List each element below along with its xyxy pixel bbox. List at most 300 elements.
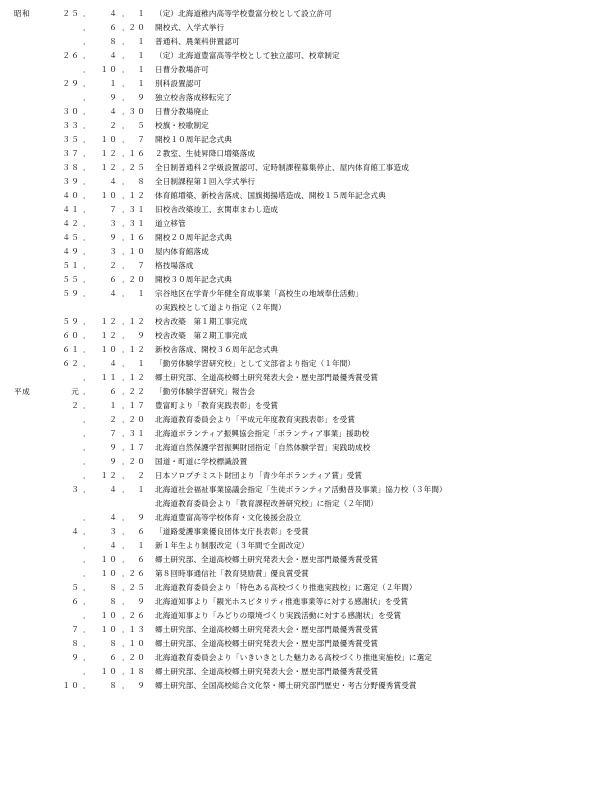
date-separator: ． bbox=[83, 485, 91, 494]
day-value: ９ bbox=[137, 331, 146, 340]
timeline-row bbox=[0, 203, 614, 217]
day-value: １ bbox=[137, 79, 146, 88]
timeline-row bbox=[0, 385, 614, 399]
date-separator: ． bbox=[122, 681, 130, 690]
year-value: １０ bbox=[62, 681, 80, 690]
date-separator: ． bbox=[122, 597, 130, 606]
timeline-row bbox=[0, 539, 614, 553]
timeline-row bbox=[0, 637, 614, 651]
year-value: ６１ bbox=[62, 345, 80, 354]
date-separator: ． bbox=[122, 443, 130, 452]
date-separator: ． bbox=[122, 653, 130, 662]
date-separator: ． bbox=[83, 401, 91, 410]
year-value: ３３ bbox=[62, 121, 80, 130]
day-value: １２ bbox=[128, 191, 146, 200]
date-separator: ． bbox=[122, 639, 130, 648]
day-value: ９ bbox=[137, 93, 146, 102]
date-separator: ． bbox=[83, 149, 91, 158]
day-value: １６ bbox=[128, 149, 146, 158]
month-value: １２ bbox=[100, 317, 118, 326]
timeline-row bbox=[0, 91, 614, 105]
day-value: １７ bbox=[128, 401, 146, 410]
date-separator: ． bbox=[83, 247, 91, 256]
date-separator: ． bbox=[83, 107, 91, 116]
date-separator: ． bbox=[122, 23, 130, 32]
date-separator: ． bbox=[83, 163, 91, 172]
event-text: 北海道教育委員会より「平成元年度教育実践表彰」を受賞 bbox=[155, 415, 356, 424]
date-separator: ． bbox=[122, 205, 130, 214]
year-value: ２ bbox=[71, 401, 80, 410]
event-text: 別科設置認可 bbox=[155, 79, 202, 88]
event-text: 郷土研究部、全国高校総合文化祭・郷土研究部門歴史・考古分野優秀賞受賞 bbox=[155, 681, 417, 690]
month-value: ４ bbox=[109, 107, 118, 116]
year-value: ５１ bbox=[62, 261, 80, 270]
timeline-row bbox=[0, 35, 614, 49]
date-separator: ． bbox=[83, 317, 91, 326]
date-separator: ． bbox=[83, 177, 91, 186]
date-separator: ． bbox=[83, 513, 91, 522]
day-value: １３ bbox=[128, 625, 146, 634]
date-separator: ． bbox=[122, 387, 130, 396]
day-value: ２０ bbox=[128, 415, 146, 424]
day-value: １０ bbox=[128, 247, 146, 256]
date-separator: ． bbox=[83, 191, 91, 200]
date-separator: ． bbox=[122, 163, 130, 172]
month-value: ９ bbox=[109, 457, 118, 466]
date-separator: ． bbox=[83, 9, 91, 18]
event-text: 日曹分教場廃止 bbox=[155, 107, 209, 116]
day-value: ２６ bbox=[128, 569, 146, 578]
date-separator: ． bbox=[122, 65, 130, 74]
timeline-row bbox=[0, 7, 614, 21]
month-value: １２ bbox=[100, 331, 118, 340]
event-text: 北海道教育委員会より「教育課程改善研究校」に指定（２年間） bbox=[155, 499, 379, 508]
date-separator: ． bbox=[122, 9, 130, 18]
day-value: ３１ bbox=[128, 429, 146, 438]
date-separator: ． bbox=[83, 443, 91, 452]
date-separator: ． bbox=[83, 205, 91, 214]
timeline-row bbox=[0, 133, 614, 147]
day-value: ２０ bbox=[128, 23, 146, 32]
event-text: 北海道知事より「観光ホスピタリティ推進事業等に対する感謝状」を受賞 bbox=[155, 597, 409, 606]
timeline-row bbox=[0, 483, 614, 497]
timeline-row bbox=[0, 231, 614, 245]
year-value: ６２ bbox=[62, 359, 80, 368]
month-value: １２ bbox=[100, 163, 118, 172]
month-value: ８ bbox=[109, 639, 118, 648]
date-separator: ． bbox=[122, 135, 130, 144]
event-text: 全日制課程第１回入学式挙行 bbox=[155, 177, 256, 186]
year-value: 元 bbox=[71, 387, 80, 396]
event-text: 普通科、農業科併置認可 bbox=[155, 37, 240, 46]
day-value: ７ bbox=[137, 261, 146, 270]
date-separator: ． bbox=[122, 471, 130, 480]
event-text: 旧校舎改築竣工、玄関車まわし造成 bbox=[155, 205, 279, 214]
date-separator: ． bbox=[122, 107, 130, 116]
year-value: ４２ bbox=[62, 219, 80, 228]
month-value: １０ bbox=[100, 569, 118, 578]
day-value: ５ bbox=[137, 121, 146, 130]
timeline-row bbox=[0, 357, 614, 371]
date-separator: ． bbox=[83, 541, 91, 550]
date-separator: ． bbox=[122, 513, 130, 522]
date-separator: ． bbox=[83, 121, 91, 130]
date-separator: ． bbox=[122, 527, 130, 536]
date-separator: ． bbox=[83, 555, 91, 564]
timeline-row bbox=[0, 399, 614, 413]
month-value: ３ bbox=[109, 527, 118, 536]
month-value: １ bbox=[109, 79, 118, 88]
date-separator: ． bbox=[83, 681, 91, 690]
date-separator: ． bbox=[83, 387, 91, 396]
event-text: 体育館増築、新校舎落成、国旗掲揚塔造成、開校１５周年記念式典 bbox=[155, 191, 386, 200]
month-value: １ bbox=[109, 401, 118, 410]
day-value: ３０ bbox=[128, 107, 146, 116]
year-value: ７ bbox=[71, 625, 80, 634]
timeline-row bbox=[0, 371, 614, 385]
timeline-row bbox=[0, 553, 614, 567]
month-value: １２ bbox=[100, 471, 118, 480]
day-value: ２ bbox=[137, 471, 146, 480]
year-value: ９ bbox=[71, 653, 80, 662]
year-value: ４５ bbox=[62, 233, 80, 242]
month-value: ９ bbox=[109, 93, 118, 102]
date-separator: ． bbox=[122, 345, 130, 354]
timeline-row bbox=[0, 469, 614, 483]
event-text: 北海道自然保護学習振興財団指定「自然体験学習」実践助成校 bbox=[155, 443, 371, 452]
timeline-row bbox=[0, 273, 614, 287]
month-value: ４ bbox=[109, 541, 118, 550]
timeline-row bbox=[0, 329, 614, 343]
date-separator: ． bbox=[122, 667, 130, 676]
month-value: ７ bbox=[109, 429, 118, 438]
timeline-row bbox=[0, 609, 614, 623]
date-separator: ． bbox=[122, 373, 130, 382]
date-separator: ． bbox=[122, 261, 130, 270]
date-separator: ． bbox=[83, 653, 91, 662]
date-separator: ． bbox=[83, 289, 91, 298]
event-text: の実践校として道より指定（２年間） bbox=[155, 303, 286, 312]
day-value: １８ bbox=[128, 667, 146, 676]
month-value: １２ bbox=[100, 149, 118, 158]
month-value: ７ bbox=[109, 205, 118, 214]
timeline-row bbox=[0, 413, 614, 427]
day-value: ９ bbox=[137, 513, 146, 522]
timeline-row bbox=[0, 189, 614, 203]
event-text: （定）北海道稚内高等学校豊富分校として設立許可 bbox=[155, 9, 332, 18]
timeline-row bbox=[0, 315, 614, 329]
date-separator: ． bbox=[122, 331, 130, 340]
timeline-row bbox=[0, 245, 614, 259]
date-separator: ． bbox=[122, 219, 130, 228]
month-value: ６ bbox=[109, 275, 118, 284]
date-separator: ． bbox=[83, 219, 91, 228]
date-separator: ． bbox=[122, 37, 130, 46]
date-separator: ． bbox=[83, 471, 91, 480]
date-separator: ． bbox=[122, 541, 130, 550]
event-text: 郷土研究部、全道高校郷土研究発表大会・歴史部門最優秀賞受賞 bbox=[155, 555, 379, 564]
date-separator: ． bbox=[122, 317, 130, 326]
date-separator: ． bbox=[122, 149, 130, 158]
month-value: ４ bbox=[109, 177, 118, 186]
date-separator: ． bbox=[83, 79, 91, 88]
timeline-row bbox=[0, 595, 614, 609]
day-value: １７ bbox=[128, 443, 146, 452]
day-value: １ bbox=[137, 485, 146, 494]
year-value: ４９ bbox=[62, 247, 80, 256]
day-value: １ bbox=[137, 65, 146, 74]
timeline-row bbox=[0, 147, 614, 161]
month-value: ２ bbox=[109, 415, 118, 424]
event-text: 日本ソロプチミスト財団より「青少年ボランティア賞」受賞 bbox=[155, 471, 363, 480]
day-value: １ bbox=[137, 9, 146, 18]
timeline-row bbox=[0, 665, 614, 679]
day-value: ２２ bbox=[128, 387, 146, 396]
event-text: 開校１０周年記念式典 bbox=[155, 135, 232, 144]
month-value: ６ bbox=[109, 23, 118, 32]
timeline-row bbox=[0, 679, 614, 693]
month-value: ３ bbox=[109, 247, 118, 256]
date-separator: ． bbox=[122, 93, 130, 102]
month-value: ４ bbox=[109, 51, 118, 60]
era-label: 平成 bbox=[14, 387, 31, 396]
year-value: ８ bbox=[71, 639, 80, 648]
month-value: ６ bbox=[109, 387, 118, 396]
year-value: ３０ bbox=[62, 107, 80, 116]
event-text: 北海道社会福祉事業協議会指定「生徒ボランティア活動普及事業」協力校（３年間） bbox=[155, 485, 447, 494]
event-text: 郷土研究部、全道高校郷土研究発表大会・歴史部門最優秀賞受賞 bbox=[155, 639, 379, 648]
timeline-row bbox=[0, 497, 614, 511]
date-separator: ． bbox=[122, 569, 130, 578]
event-text: 豊富町より「教育実践表彰」を受賞 bbox=[155, 401, 279, 410]
date-separator: ． bbox=[83, 331, 91, 340]
day-value: ２０ bbox=[128, 457, 146, 466]
month-value: １０ bbox=[100, 555, 118, 564]
event-text: ２教室、生徒昇降口増築落成 bbox=[155, 149, 256, 158]
timeline-row bbox=[0, 259, 614, 273]
month-value: １０ bbox=[100, 667, 118, 676]
timeline-row bbox=[0, 455, 614, 469]
date-separator: ． bbox=[122, 457, 130, 466]
event-text: 日曹分教場許可 bbox=[155, 65, 209, 74]
timeline-row bbox=[0, 623, 614, 637]
year-value: ２５ bbox=[62, 9, 80, 18]
date-separator: ． bbox=[83, 37, 91, 46]
date-separator: ． bbox=[122, 625, 130, 634]
date-separator: ． bbox=[122, 485, 130, 494]
timeline-row bbox=[0, 105, 614, 119]
date-separator: ． bbox=[83, 597, 91, 606]
date-separator: ． bbox=[122, 289, 130, 298]
year-value: ６ bbox=[71, 597, 80, 606]
month-value: １０ bbox=[100, 611, 118, 620]
timeline-row bbox=[0, 21, 614, 35]
day-value: ２６ bbox=[128, 611, 146, 620]
date-separator: ． bbox=[122, 611, 130, 620]
year-value: ２９ bbox=[62, 79, 80, 88]
year-value: ５９ bbox=[62, 317, 80, 326]
date-separator: ． bbox=[122, 415, 130, 424]
event-text: 「勤労体験学習研究」報告会 bbox=[155, 387, 256, 396]
year-value: ３ bbox=[71, 485, 80, 494]
month-value: ２ bbox=[109, 121, 118, 130]
year-value: ３７ bbox=[62, 149, 80, 158]
day-value: ３１ bbox=[128, 219, 146, 228]
event-text: 格技場落成 bbox=[155, 261, 194, 270]
year-value: ４０ bbox=[62, 191, 80, 200]
event-text: 郷土研究部、全道高校郷土研究発表大会・歴史部門最優秀賞受賞 bbox=[155, 667, 379, 676]
month-value: １０ bbox=[100, 65, 118, 74]
event-text: 北海道知事より「みどりの環境づくり実践活動に対する感謝状」を受賞 bbox=[155, 611, 402, 620]
month-value: ４ bbox=[109, 513, 118, 522]
event-text: 北海道豊富高等学校体育・文化後援会設立 bbox=[155, 513, 302, 522]
event-text: 開校式、入学式挙行 bbox=[155, 23, 225, 32]
event-text: 校旗・校歌制定 bbox=[155, 121, 209, 130]
day-value: １６ bbox=[128, 233, 146, 242]
timeline-row bbox=[0, 119, 614, 133]
day-value: １ bbox=[137, 359, 146, 368]
date-separator: ． bbox=[83, 359, 91, 368]
date-separator: ． bbox=[122, 177, 130, 186]
event-text: （定）北海道豊富高等学校として独立認可、校章制定 bbox=[155, 51, 340, 60]
event-text: 新校舎落成、開校３６周年記念式典 bbox=[155, 345, 279, 354]
month-value: ４ bbox=[109, 485, 118, 494]
event-text: 校舎改築 第２期工事完成 bbox=[155, 331, 248, 340]
timeline-row bbox=[0, 287, 614, 301]
month-value: ８ bbox=[109, 597, 118, 606]
date-separator: ． bbox=[83, 23, 91, 32]
month-value: ４ bbox=[109, 359, 118, 368]
timeline-row bbox=[0, 581, 614, 595]
timeline-row bbox=[0, 175, 614, 189]
event-text: 第８回時事通信社「教育奨励賞」優良賞受賞 bbox=[155, 569, 309, 578]
era-label: 昭和 bbox=[14, 9, 31, 18]
date-separator: ． bbox=[83, 639, 91, 648]
event-text: 屋内体育館落成 bbox=[155, 247, 209, 256]
date-separator: ． bbox=[122, 121, 130, 130]
event-text: 北海道教育委員会より「特色ある高校づくり推進実践校」に選定（２年間） bbox=[155, 583, 417, 592]
month-value: １０ bbox=[100, 345, 118, 354]
timeline-row bbox=[0, 567, 614, 581]
day-value: １ bbox=[137, 541, 146, 550]
event-text: 郷土研究部、全道高校郷土研究発表大会・歴史部門最優秀賞受賞 bbox=[155, 625, 379, 634]
date-separator: ． bbox=[83, 51, 91, 60]
month-value: ８ bbox=[109, 681, 118, 690]
timeline-row bbox=[0, 301, 614, 315]
date-separator: ． bbox=[83, 569, 91, 578]
day-value: ２５ bbox=[128, 163, 146, 172]
date-separator: ． bbox=[122, 191, 130, 200]
event-text: 北海道ボランティア振興協会指定「ボランティア事業」援助校 bbox=[155, 429, 370, 438]
date-separator: ． bbox=[122, 247, 130, 256]
year-value: ３５ bbox=[62, 135, 80, 144]
event-text: 開校２０周年記念式典 bbox=[155, 233, 232, 242]
event-text: 「勤労体験学習研究校」として文部省より指定（１年間） bbox=[155, 359, 356, 368]
date-separator: ． bbox=[83, 625, 91, 634]
event-text: 「道路愛護事業優良団体支庁長表彰」を受賞 bbox=[155, 527, 309, 536]
timeline-row bbox=[0, 343, 614, 357]
event-text: 道立移管 bbox=[155, 219, 186, 228]
date-separator: ． bbox=[122, 51, 130, 60]
date-separator: ． bbox=[83, 345, 91, 354]
month-value: ９ bbox=[109, 443, 118, 452]
day-value: ３１ bbox=[128, 205, 146, 214]
timeline-row bbox=[0, 441, 614, 455]
day-value: １２ bbox=[128, 373, 146, 382]
day-value: ８ bbox=[137, 177, 146, 186]
month-value: ３ bbox=[109, 219, 118, 228]
year-value: ３８ bbox=[62, 163, 80, 172]
event-text: 校舎改築 第１期工事完成 bbox=[155, 317, 248, 326]
date-separator: ． bbox=[83, 667, 91, 676]
date-separator: ． bbox=[83, 65, 91, 74]
date-separator: ． bbox=[83, 415, 91, 424]
year-value: ５９ bbox=[62, 289, 80, 298]
day-value: ９ bbox=[137, 597, 146, 606]
day-value: １０ bbox=[128, 639, 146, 648]
day-value: １ bbox=[137, 37, 146, 46]
day-value: ６ bbox=[137, 527, 146, 536]
year-value: ３９ bbox=[62, 177, 80, 186]
date-separator: ． bbox=[83, 373, 91, 382]
year-value: ４１ bbox=[62, 205, 80, 214]
event-text: 開校３０周年記念式典 bbox=[155, 275, 232, 284]
date-separator: ． bbox=[122, 583, 130, 592]
date-separator: ． bbox=[122, 401, 130, 410]
month-value: １０ bbox=[100, 191, 118, 200]
date-separator: ． bbox=[122, 555, 130, 564]
timeline-row bbox=[0, 217, 614, 231]
event-text: 国道・町道に学校標識設置 bbox=[155, 457, 248, 466]
day-value: ７ bbox=[137, 135, 146, 144]
timeline-row bbox=[0, 49, 614, 63]
timeline-row bbox=[0, 511, 614, 525]
date-separator: ． bbox=[83, 233, 91, 242]
day-value: ２５ bbox=[128, 583, 146, 592]
month-value: １１ bbox=[100, 373, 118, 382]
year-value: ４ bbox=[71, 527, 80, 536]
date-separator: ． bbox=[122, 429, 130, 438]
timeline-row bbox=[0, 427, 614, 441]
timeline-row bbox=[0, 525, 614, 539]
event-text: 北海道教育委員会より「いきいきとした魅力ある高校づくり推進実施校」に選定 bbox=[155, 653, 432, 662]
date-separator: ． bbox=[122, 233, 130, 242]
date-separator: ． bbox=[83, 583, 91, 592]
event-text: 郷土研究部、全道高校郷土研究発表大会・歴史部門最優秀賞受賞 bbox=[155, 373, 379, 382]
date-separator: ． bbox=[83, 275, 91, 284]
date-separator: ． bbox=[83, 457, 91, 466]
event-text: 宗谷地区在学青少年健全育成事業「高校生の地域奉仕活動」 bbox=[155, 289, 363, 298]
month-value: ４ bbox=[109, 289, 118, 298]
timeline-row bbox=[0, 63, 614, 77]
month-value: ４ bbox=[109, 9, 118, 18]
year-value: ５５ bbox=[62, 275, 80, 284]
month-value: ６ bbox=[109, 653, 118, 662]
timeline-row bbox=[0, 161, 614, 175]
date-separator: ． bbox=[122, 79, 130, 88]
school-history-timeline bbox=[0, 7, 614, 693]
day-value: １２ bbox=[128, 317, 146, 326]
month-value: ２ bbox=[109, 261, 118, 270]
day-value: ２０ bbox=[128, 275, 146, 284]
date-separator: ． bbox=[83, 93, 91, 102]
day-value: １ bbox=[137, 289, 146, 298]
day-value: ２０ bbox=[128, 653, 146, 662]
timeline-row bbox=[0, 77, 614, 91]
date-separator: ． bbox=[122, 275, 130, 284]
month-value: ８ bbox=[109, 583, 118, 592]
date-separator: ． bbox=[83, 527, 91, 536]
